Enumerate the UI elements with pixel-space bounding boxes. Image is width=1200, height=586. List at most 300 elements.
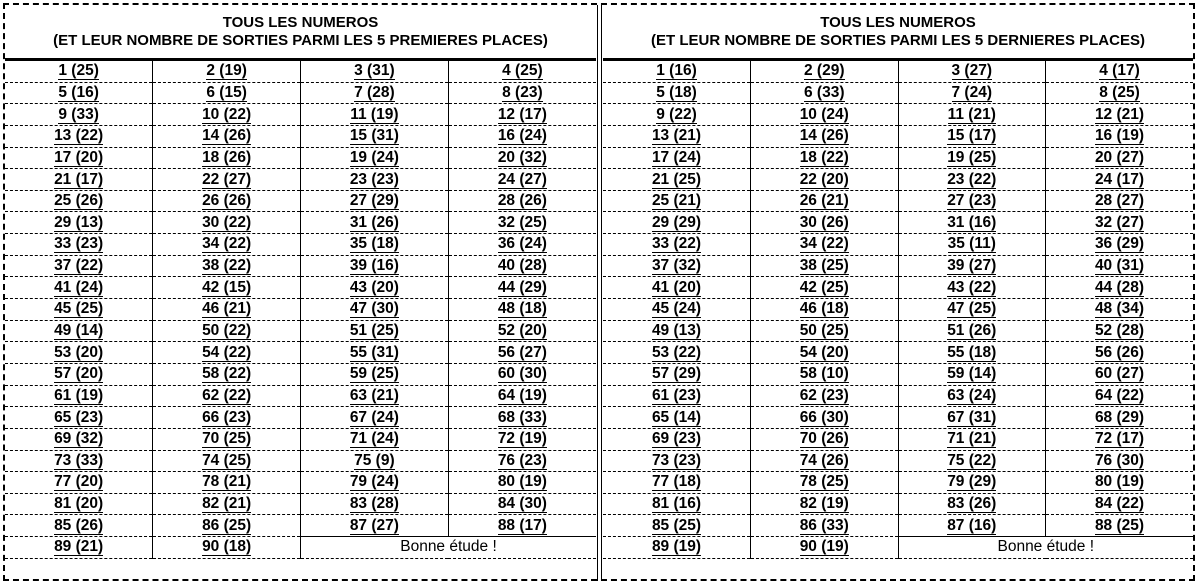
table-row [5, 82, 596, 104]
number-cell [1046, 234, 1194, 256]
table-row [5, 342, 596, 364]
number-cell-value: 69 (23) [651, 430, 702, 448]
number-cell-value: 33 (22) [651, 235, 702, 253]
number-cell [301, 255, 449, 277]
number-cell [448, 104, 596, 126]
number-cell-value: 50 (25) [799, 322, 849, 339]
number-cell [153, 277, 301, 299]
number-cell [301, 472, 449, 494]
table-row [603, 277, 1193, 299]
number-cell-value: 89 (21) [54, 538, 104, 556]
number-cell-value: 60 (30) [497, 365, 547, 383]
number-cell [603, 450, 751, 472]
table-row [5, 190, 596, 212]
number-cell-value: 2 (29) [804, 62, 845, 80]
number-cell [448, 472, 596, 494]
number-cell-value: 86 (25) [202, 516, 252, 534]
number-cell [603, 493, 751, 515]
number-cell [898, 428, 1046, 450]
number-cell-value: 56 (26) [1094, 343, 1145, 361]
number-cell-value: 30 (22) [202, 213, 252, 231]
number-cell [1046, 493, 1194, 515]
number-cell-value: 76 (30) [1094, 451, 1145, 469]
number-cell-value: 83 (28) [349, 495, 399, 513]
number-cell-value: 68 (33) [497, 408, 547, 426]
number-cell [898, 385, 1046, 407]
number-cell-value: 82 (19) [799, 495, 849, 513]
number-cell [751, 169, 899, 191]
number-cell-value: 87 (16) [947, 516, 997, 534]
number-cell [5, 363, 153, 385]
number-cell [5, 277, 153, 299]
number-cell-value: 10 (24) [799, 105, 849, 123]
number-cell-value: 17 (20) [54, 148, 104, 166]
number-cell [751, 320, 899, 342]
number-cell-value: 14 (26) [799, 127, 849, 145]
number-cell-value: 1 (16) [656, 62, 697, 80]
number-cell-value: 82 (21) [202, 495, 252, 513]
number-cell-value: 39 (16) [349, 257, 399, 275]
number-cell [603, 320, 751, 342]
number-cell-value: 11 (21) [947, 105, 996, 123]
number-cell [301, 385, 449, 407]
number-cell-value: 42 (25) [799, 278, 849, 296]
number-cell [5, 385, 153, 407]
number-cell-value: 67 (31) [947, 408, 997, 426]
number-cell-value: 76 (23) [497, 451, 547, 469]
number-cell [898, 450, 1046, 472]
table-row [5, 234, 596, 256]
left-title-line1: TOUS LES NUMEROS [222, 14, 379, 31]
right-title [603, 5, 1193, 58]
number-cell-value: 22 (20) [799, 170, 849, 188]
number-cell-value: 23 (22) [947, 170, 997, 188]
number-cell-value: 25 (26) [54, 192, 104, 210]
number-cell [603, 82, 751, 104]
number-cell-value: 38 (22) [202, 257, 252, 275]
number-cell-value: 15 (17) [947, 127, 997, 145]
number-cell [448, 190, 596, 212]
number-cell-value: 62 (22) [202, 386, 252, 404]
table-row [5, 277, 596, 299]
number-cell [448, 407, 596, 429]
number-cell-value: 20 (32) [497, 148, 547, 166]
number-cell [448, 147, 596, 169]
table-row [603, 385, 1193, 407]
number-cell [448, 493, 596, 515]
number-cell [1046, 472, 1194, 494]
number-cell [301, 407, 449, 429]
number-cell-value: 54 (20) [799, 343, 849, 361]
number-cell-value: 11 (19) [350, 105, 399, 123]
number-cell-value: 35 (11) [947, 235, 996, 253]
number-cell-value: 53 (22) [651, 343, 702, 361]
number-cell [301, 190, 449, 212]
number-cell [5, 493, 153, 515]
number-cell-value: 86 (33) [799, 516, 849, 534]
number-cell [153, 407, 301, 429]
number-cell-value: 18 (22) [799, 148, 849, 166]
number-cell [448, 320, 596, 342]
number-cell-value: 51 (25) [349, 322, 399, 339]
number-cell-value: 31 (26) [349, 213, 399, 231]
number-cell-value: 10 (22) [202, 105, 252, 123]
number-cell-value: 58 (10) [799, 365, 849, 383]
number-cell [751, 428, 899, 450]
number-cell [153, 363, 301, 385]
number-cell-value: 74 (25) [202, 451, 252, 469]
number-cell-value: 55 (31) [349, 343, 399, 361]
number-cell [5, 428, 153, 450]
number-cell [448, 428, 596, 450]
table-row [5, 169, 596, 191]
number-cell-value: 44 (29) [497, 278, 547, 296]
number-cell [603, 537, 751, 559]
number-cell [898, 363, 1046, 385]
table-row [5, 407, 596, 429]
number-cell-value: 26 (21) [799, 192, 849, 210]
closing-note: Bonne étude ! [898, 537, 1193, 559]
number-cell [898, 169, 1046, 191]
number-cell-value: 68 (29) [1094, 408, 1145, 426]
right-title-line2: (ET LEUR NOMBRE DE SORTIES PARMI LES 5 DERNIERES PLACES) [651, 32, 1145, 49]
number-cell-value: 24 (27) [497, 170, 547, 188]
table-row [603, 407, 1193, 429]
number-cell-value: 31 (16) [947, 213, 997, 231]
number-cell-value: 73 (33) [54, 451, 104, 469]
number-cell [751, 147, 899, 169]
number-cell [5, 125, 153, 147]
number-cell-value: 83 (26) [947, 495, 997, 513]
number-cell [153, 515, 301, 537]
table-row [5, 320, 596, 342]
table-row [603, 428, 1193, 450]
number-cell-value: 16 (19) [1094, 127, 1145, 145]
table-row [603, 493, 1193, 515]
number-cell-value: 47 (30) [349, 300, 399, 318]
left-title [5, 5, 596, 58]
left-panel [5, 5, 596, 581]
number-cell [603, 342, 751, 364]
number-cell-value: 81 (20) [54, 495, 104, 513]
number-cell-value: 72 (19) [497, 430, 547, 448]
number-cell [751, 234, 899, 256]
number-cell [301, 61, 449, 82]
number-cell-value: 37 (22) [54, 257, 104, 275]
number-cell-value: 14 (26) [202, 127, 252, 145]
number-cell-value: 12 (21) [1094, 105, 1145, 123]
table-row [603, 450, 1193, 472]
number-cell [5, 82, 153, 104]
number-cell-value: 29 (13) [54, 213, 104, 231]
number-cell [448, 277, 596, 299]
number-cell [1046, 450, 1194, 472]
table-row [5, 212, 596, 234]
number-cell-value: 37 (32) [651, 257, 702, 275]
number-cell [1046, 342, 1194, 364]
number-cell [603, 277, 751, 299]
table-row [603, 342, 1193, 364]
table-row [603, 255, 1193, 277]
number-cell-value: 60 (27) [1094, 365, 1145, 383]
number-cell [898, 299, 1046, 321]
number-cell [153, 61, 301, 82]
number-cell [751, 407, 899, 429]
number-cell-value: 35 (18) [349, 235, 399, 253]
number-cell [301, 428, 449, 450]
table-row [603, 125, 1193, 147]
number-cell [5, 450, 153, 472]
number-cell [751, 61, 899, 82]
number-cell [153, 212, 301, 234]
number-cell-value: 32 (27) [1094, 213, 1145, 231]
number-cell [898, 104, 1046, 126]
table-row [603, 515, 1193, 537]
number-cell-value: 3 (31) [354, 62, 395, 80]
number-cell-value: 3 (27) [951, 62, 992, 80]
number-cell [5, 147, 153, 169]
number-cell [751, 82, 899, 104]
right-title-line1: TOUS LES NUMEROS [820, 14, 976, 31]
number-cell [301, 104, 449, 126]
number-cell-value: 34 (22) [799, 235, 849, 253]
number-cell [448, 169, 596, 191]
number-cell-value: 49 (13) [651, 322, 702, 339]
number-cell [1046, 190, 1194, 212]
number-cell-value: 9 (22) [656, 105, 697, 123]
number-cell [1046, 407, 1194, 429]
number-cell [301, 515, 449, 537]
number-cell [153, 82, 301, 104]
number-cell-value: 16 (24) [497, 127, 547, 145]
number-cell [448, 125, 596, 147]
number-cell-value: 61 (19) [54, 386, 104, 404]
number-cell-value: 64 (19) [497, 386, 547, 404]
number-cell-value: 72 (17) [1094, 430, 1145, 448]
number-cell [603, 147, 751, 169]
table-row [5, 255, 596, 277]
number-cell [603, 212, 751, 234]
number-cell-value: 48 (18) [497, 300, 547, 318]
table-row [603, 299, 1193, 321]
number-cell [301, 493, 449, 515]
number-cell-value: 5 (18) [656, 83, 697, 101]
number-cell [898, 255, 1046, 277]
number-cell-value: 27 (23) [947, 192, 997, 210]
number-cell-value: 63 (21) [349, 386, 399, 404]
table-row [603, 537, 1193, 559]
number-cell [301, 234, 449, 256]
number-cell-value: 50 (22) [202, 322, 252, 339]
number-cell-value: 13 (21) [651, 127, 702, 145]
table-row [5, 385, 596, 407]
table-row [5, 515, 596, 537]
table-row [5, 537, 596, 559]
number-cell-value: 21 (25) [651, 170, 702, 188]
number-cell [448, 234, 596, 256]
number-cell [1046, 147, 1194, 169]
number-cell-value: 63 (24) [947, 386, 997, 404]
number-cell-value: 6 (33) [804, 83, 845, 101]
number-cell [301, 299, 449, 321]
number-cell [603, 234, 751, 256]
number-cell-value: 40 (31) [1094, 257, 1145, 275]
number-cell-value: 79 (24) [349, 473, 399, 491]
number-cell-value: 70 (25) [202, 430, 252, 448]
table-row [603, 61, 1193, 82]
number-cell-value: 56 (27) [497, 343, 547, 361]
number-cell [898, 147, 1046, 169]
number-cell-value: 36 (24) [497, 235, 547, 253]
number-cell [603, 472, 751, 494]
number-cell-value: 12 (17) [497, 105, 547, 123]
number-cell-value: 52 (28) [1094, 322, 1145, 339]
number-cell-value: 78 (25) [799, 473, 849, 491]
number-cell [898, 190, 1046, 212]
number-cell-value: 80 (19) [497, 473, 547, 491]
number-cell [603, 190, 751, 212]
number-cell-value: 87 (27) [349, 516, 399, 534]
number-cell [1046, 125, 1194, 147]
number-cell-value: 66 (30) [799, 408, 849, 426]
number-cell-value: 8 (25) [1099, 83, 1140, 101]
number-cell [898, 61, 1046, 82]
number-cell-value: 75 (9) [354, 451, 395, 469]
number-cell [898, 125, 1046, 147]
number-cell [751, 299, 899, 321]
number-cell [153, 169, 301, 191]
number-cell [301, 169, 449, 191]
number-cell-value: 52 (20) [497, 322, 547, 339]
number-cell [1046, 212, 1194, 234]
number-cell-value: 67 (24) [349, 408, 399, 426]
number-cell-value: 88 (25) [1094, 516, 1145, 534]
number-cell [751, 190, 899, 212]
number-cell-value: 30 (26) [799, 213, 849, 231]
number-cell-value: 69 (32) [54, 430, 104, 448]
number-cell [153, 472, 301, 494]
number-cell [153, 190, 301, 212]
number-cell-value: 64 (22) [1094, 386, 1145, 404]
number-cell-value: 47 (25) [947, 300, 997, 318]
number-cell-value: 25 (21) [651, 192, 702, 210]
number-cell-value: 9 (33) [58, 105, 99, 123]
number-cell [5, 320, 153, 342]
number-cell-value: 28 (26) [497, 192, 547, 210]
number-cell [153, 125, 301, 147]
number-cell-value: 48 (34) [1094, 300, 1145, 318]
number-cell [5, 61, 153, 82]
number-cell-value: 71 (21) [947, 430, 997, 448]
panel-divider [597, 5, 602, 581]
number-cell [448, 342, 596, 364]
number-cell [751, 472, 899, 494]
number-cell-value: 4 (17) [1099, 62, 1140, 80]
number-cell-value: 89 (19) [651, 538, 702, 556]
number-cell-value: 40 (28) [497, 257, 547, 275]
table-row [603, 82, 1193, 104]
number-cell-value: 84 (30) [497, 495, 547, 513]
left-title-line2: (ET LEUR NOMBRE DE SORTIES PARMI LES 5 PREMIERES PLACES) [53, 32, 548, 49]
number-cell [603, 125, 751, 147]
number-cell [898, 493, 1046, 515]
number-cell-value: 7 (28) [354, 83, 395, 101]
number-cell [5, 537, 153, 559]
number-cell-value: 55 (18) [947, 343, 997, 361]
number-cell [898, 82, 1046, 104]
right-panel [603, 5, 1193, 581]
number-cell [5, 169, 153, 191]
number-cell [1046, 255, 1194, 277]
number-cell-value: 13 (22) [54, 127, 104, 145]
number-cell-value: 39 (27) [947, 257, 997, 275]
table-row [5, 147, 596, 169]
number-cell-value: 2 (19) [206, 62, 247, 80]
number-cell-value: 74 (26) [799, 451, 849, 469]
number-cell [301, 320, 449, 342]
number-cell [448, 385, 596, 407]
number-cell-value: 54 (22) [202, 343, 252, 361]
number-cell-value: 46 (18) [799, 300, 849, 318]
number-cell [448, 450, 596, 472]
number-cell-value: 43 (22) [947, 278, 997, 296]
number-cell-value: 32 (25) [497, 213, 547, 231]
number-cell [153, 537, 301, 559]
number-cell-value: 77 (20) [54, 473, 104, 491]
number-cell-value: 81 (16) [651, 495, 702, 513]
number-cell-value: 90 (19) [799, 538, 849, 556]
number-cell [448, 82, 596, 104]
number-cell-value: 84 (22) [1094, 495, 1145, 513]
number-cell [1046, 61, 1194, 82]
number-cell-value: 78 (21) [202, 473, 252, 491]
number-cell [603, 385, 751, 407]
number-cell-value: 65 (14) [651, 408, 702, 426]
number-cell [1046, 299, 1194, 321]
table-row [5, 493, 596, 515]
number-cell-value: 43 (20) [349, 278, 399, 296]
number-cell-value: 73 (23) [651, 451, 702, 469]
number-cell-value: 19 (24) [349, 148, 399, 166]
number-cell-value: 18 (26) [202, 148, 252, 166]
number-cell-value: 57 (20) [54, 365, 104, 383]
table-row [5, 428, 596, 450]
number-cell-value: 19 (25) [947, 148, 997, 166]
table-row [603, 212, 1193, 234]
number-cell [898, 342, 1046, 364]
number-cell [301, 82, 449, 104]
number-cell [153, 428, 301, 450]
number-cell [5, 255, 153, 277]
number-cell [751, 342, 899, 364]
number-cell [603, 169, 751, 191]
number-cell [153, 385, 301, 407]
number-cell [5, 472, 153, 494]
number-cell [5, 104, 153, 126]
number-cell [751, 363, 899, 385]
number-cell [153, 493, 301, 515]
table-row [603, 147, 1193, 169]
number-cell [898, 515, 1046, 537]
number-cell [5, 190, 153, 212]
number-cell [1046, 320, 1194, 342]
number-cell-value: 85 (26) [54, 516, 104, 534]
number-cell-value: 26 (26) [202, 192, 252, 210]
number-cell [898, 277, 1046, 299]
number-cell [301, 147, 449, 169]
number-cell [1046, 363, 1194, 385]
number-cell [301, 212, 449, 234]
